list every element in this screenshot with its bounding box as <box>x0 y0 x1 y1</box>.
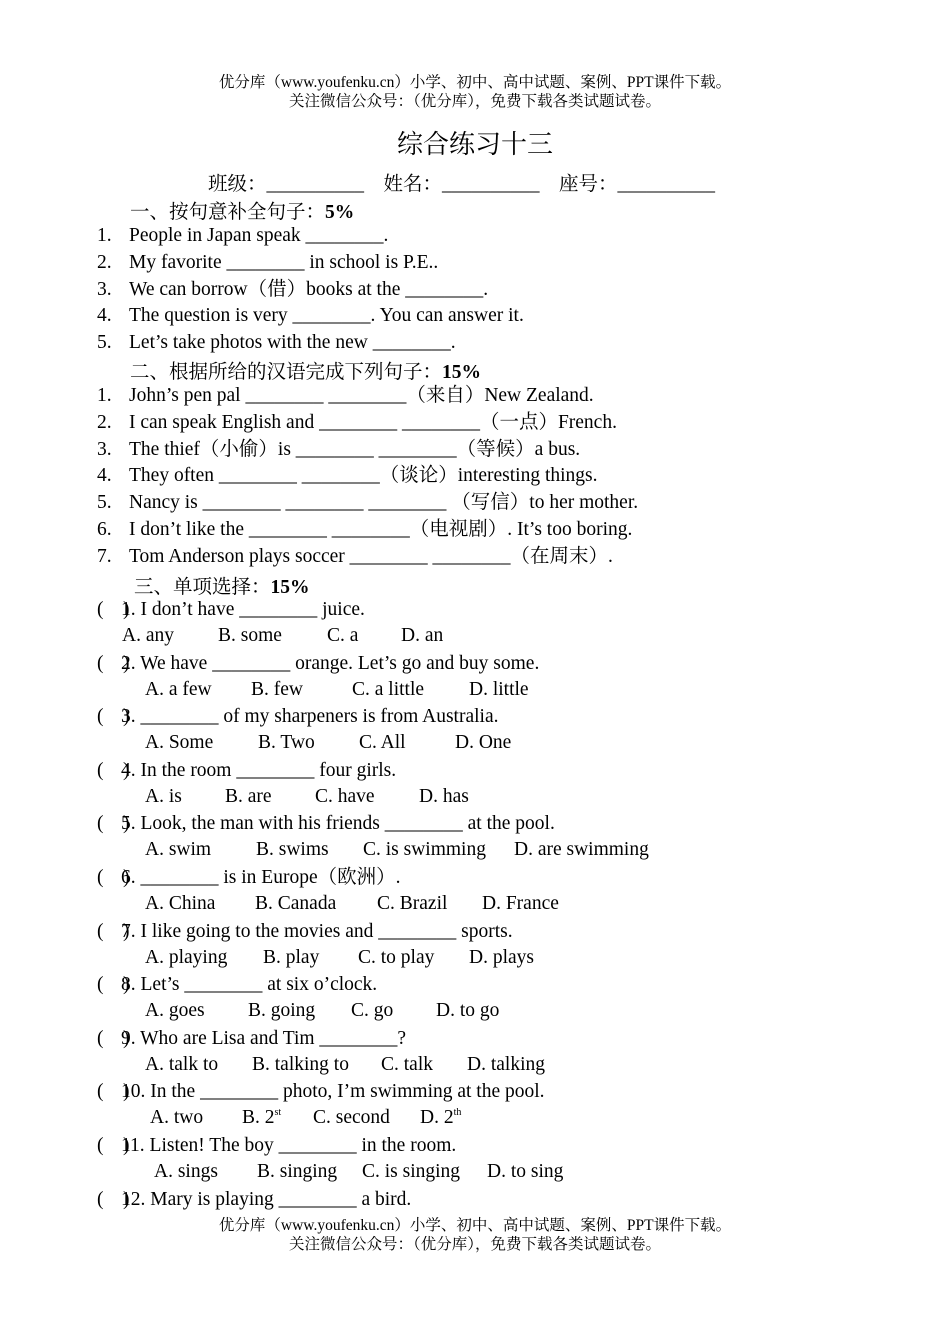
option-c[interactable] <box>358 947 434 969</box>
option-a[interactable] <box>145 893 215 915</box>
option-text: D. has <box>419 785 469 807</box>
option-text: C. talk <box>381 1053 433 1075</box>
item-number: 5. <box>97 492 112 514</box>
item-number: 7. <box>97 545 112 567</box>
option-c[interactable] <box>351 1000 393 1022</box>
option-b[interactable] <box>251 679 303 701</box>
option-a[interactable] <box>145 839 211 861</box>
choice-question <box>0 1027 950 1051</box>
options-row <box>0 786 950 810</box>
item-text: Nancy is ________ ________ ________ （写信）to her mother. <box>129 492 639 514</box>
answer-blank[interactable]: ( ) <box>97 759 130 781</box>
option-text: B. Two <box>258 732 315 754</box>
option-text: D. talking <box>467 1053 545 1075</box>
item-text: Tom Anderson plays soccer ________ ________（在周末）. <box>129 545 613 567</box>
option-c[interactable] <box>327 625 358 647</box>
option-text: B. play <box>263 946 320 968</box>
option-c[interactable] <box>315 786 375 808</box>
option-text: B. 2 <box>242 1107 275 1129</box>
option-text: A. is <box>145 785 182 807</box>
option-text: D. little <box>469 678 529 700</box>
option-text: A. playing <box>145 946 228 968</box>
question-text: 11. Listen! The boy ________ in the room. <box>121 1135 457 1156</box>
answer-blank[interactable]: ( ) <box>97 813 130 835</box>
option-text: C. have <box>315 785 375 807</box>
item-text: The thief（小偷）is ________ ________（等候）a bus. <box>129 438 581 460</box>
item-number: 1. <box>97 225 112 246</box>
question-text: 6. ________ is in Europe（欧洲）. <box>121 867 401 888</box>
option-d[interactable] <box>420 1107 461 1129</box>
item-text: John’s pen pal ________ ________（来自）New Zealand. <box>129 385 594 406</box>
option-text: B. swims <box>256 839 329 861</box>
option-text: A. goes <box>145 1000 205 1022</box>
options-row <box>0 947 950 971</box>
choice-question <box>0 920 950 944</box>
item-number: 4. <box>97 305 112 327</box>
item-text: My favorite ________ in school is P.E.. <box>129 251 439 273</box>
question-text: 4. In the room ________ four girls. <box>121 759 397 781</box>
option-a[interactable] <box>122 625 174 647</box>
class-label: 班级： <box>208 174 267 195</box>
translate-item <box>0 438 950 462</box>
question-text: 9. Who are Lisa and Tim ________? <box>121 1027 407 1049</box>
fill-item <box>0 278 950 302</box>
options-row <box>0 679 950 703</box>
option-a[interactable] <box>145 1000 205 1022</box>
question-text: 10. In the ________ photo, I’m swimming at the pool. <box>121 1081 545 1103</box>
option-a[interactable] <box>154 1161 218 1183</box>
option-d[interactable] <box>514 839 649 861</box>
option-a[interactable] <box>145 732 213 754</box>
choice-question <box>0 598 950 622</box>
translate-item <box>0 518 950 542</box>
option-text: B. some <box>218 625 282 646</box>
option-b[interactable] <box>256 839 329 861</box>
option-text: D. One <box>455 732 512 754</box>
option-text: C. second <box>313 1107 390 1129</box>
fill-item <box>0 304 950 328</box>
option-c[interactable] <box>352 679 424 701</box>
item-text: We can borrow（借）books at the ________. <box>129 278 489 300</box>
option-text: C. to play <box>358 946 435 968</box>
option-d[interactable] <box>467 1054 545 1076</box>
question-text: 2. We have ________ orange. Let’s go and buy some. <box>121 652 540 674</box>
choice-question <box>0 1080 950 1104</box>
translate-item <box>0 491 950 515</box>
option-a[interactable] <box>145 1054 218 1076</box>
option-d[interactable] <box>455 732 511 754</box>
option-superscript: th <box>453 1107 462 1119</box>
option-text: A. sings <box>154 1161 218 1182</box>
choice-question <box>0 1134 950 1158</box>
option-text: A. swim <box>145 839 212 861</box>
item-text: Let’s take photos with the new ________. <box>129 332 456 354</box>
choice-question <box>0 812 950 836</box>
question-text: 7. I like going to the movies and ________ sports. <box>121 920 513 942</box>
item-number: 2. <box>97 251 112 273</box>
question-text: 5. Look, the man with his friends ________ at the pool. <box>121 813 555 835</box>
translate-item <box>0 384 950 408</box>
option-c[interactable] <box>313 1107 390 1129</box>
choice-question <box>0 1188 950 1212</box>
option-d[interactable] <box>469 947 534 969</box>
option-text: C. a little <box>352 678 425 700</box>
option-b[interactable] <box>218 625 282 647</box>
translate-item <box>0 411 950 435</box>
answer-blank[interactable]: ( ) <box>97 599 130 620</box>
answer-blank[interactable]: ( ) <box>97 974 130 996</box>
item-text: They often ________ ________（谈论）interesting things. <box>129 465 598 487</box>
option-text: B. talking to <box>252 1053 349 1075</box>
answer-blank[interactable]: ( ) <box>97 1081 130 1103</box>
option-c[interactable] <box>359 732 406 754</box>
option-c[interactable] <box>363 839 486 861</box>
choice-question <box>0 652 950 676</box>
choice-question <box>0 705 950 729</box>
item-number: 5. <box>97 332 112 354</box>
options-row <box>0 1107 950 1131</box>
answer-blank[interactable]: ( ) <box>97 1188 130 1210</box>
option-text: B. going <box>248 1000 316 1022</box>
options-row <box>0 1054 950 1078</box>
option-text: D. are swimming <box>514 839 649 861</box>
option-text: A. talk to <box>145 1053 219 1075</box>
item-number: 4. <box>97 465 112 487</box>
option-text: C. a <box>327 625 359 646</box>
option-text: A. China <box>145 893 216 914</box>
option-text: C. go <box>351 1000 394 1022</box>
option-text: C. All <box>359 732 406 754</box>
answer-blank[interactable]: ( ) <box>97 867 130 888</box>
choice-question <box>0 759 950 783</box>
answer-blank[interactable]: ( ) <box>97 1135 130 1156</box>
seat-blank[interactable]: __________ <box>617 174 716 195</box>
option-text: A. a few <box>145 678 212 700</box>
option-text: C. Brazil <box>377 893 448 914</box>
answer-blank[interactable]: ( ) <box>97 652 130 674</box>
item-number: 2. <box>97 411 112 433</box>
option-d[interactable] <box>482 893 559 915</box>
option-text: C. is swimming <box>363 839 486 861</box>
name-blank[interactable]: __________ <box>442 174 540 195</box>
option-text: D. France <box>482 893 559 914</box>
option-a[interactable] <box>145 947 227 969</box>
answer-blank[interactable]: ( ) <box>97 1027 130 1049</box>
item-text: The question is very ________. You can answer it. <box>129 305 524 327</box>
option-d[interactable] <box>469 679 529 701</box>
option-text: C. is singing <box>362 1161 461 1182</box>
answer-blank[interactable]: ( ) <box>97 920 130 942</box>
item-text: I can speak English and ________ ________（一点）French. <box>129 411 617 433</box>
option-text: B. Canada <box>255 893 337 914</box>
option-b[interactable] <box>252 1054 349 1076</box>
option-text: A. two <box>150 1107 204 1129</box>
header-line-2: 关注微信公众号：（优分库），免费下载各类试题试卷。 <box>288 93 661 110</box>
options-row <box>0 839 950 863</box>
option-text: A. Some <box>145 732 214 754</box>
item-text: People in Japan speak ________. <box>129 225 389 246</box>
option-a[interactable] <box>150 1107 203 1129</box>
options-row <box>0 1161 950 1185</box>
option-d[interactable] <box>436 1000 499 1022</box>
item-number: 3. <box>97 278 112 300</box>
option-d[interactable] <box>401 625 443 647</box>
option-text: D. plays <box>469 946 534 968</box>
option-text: D. 2 <box>420 1107 454 1129</box>
fill-item <box>0 251 950 275</box>
option-b[interactable] <box>242 1107 281 1129</box>
item-text: I don’t like the ________ ________（电视剧）. It’s too boring. <box>129 519 633 540</box>
class-blank[interactable]: __________ <box>266 174 365 195</box>
options-row <box>0 625 950 649</box>
option-text: B. few <box>251 678 303 700</box>
fill-item <box>0 331 950 355</box>
translate-item <box>0 545 950 569</box>
section-1-heading: 一、按句意补全句子：5% <box>130 202 355 223</box>
header-line-1: 优分库（www.youfenku.cn）小学、初中、高中试题、案例、PPT课件下载。 <box>218 74 732 91</box>
seat-label: 座号： <box>559 174 618 195</box>
options-row <box>0 732 950 756</box>
section-3-heading: 三、单项选择：15% <box>134 577 310 598</box>
footer-line-2: 关注微信公众号：（优分库），免费下载各类试题试卷。 <box>288 1236 661 1253</box>
question-text: 1. I don’t have ________ juice. <box>121 599 365 620</box>
option-text: D. to sing <box>487 1161 564 1182</box>
fill-item <box>0 224 950 248</box>
translate-item <box>0 464 950 488</box>
name-label: 姓名： <box>383 174 443 195</box>
choice-question <box>0 866 950 890</box>
option-b[interactable] <box>257 1161 337 1183</box>
question-text: 8. Let’s ________ at six o’clock. <box>121 974 378 996</box>
question-text: 12. Mary is playing ________ a bird. <box>121 1188 412 1210</box>
option-superscript: st <box>274 1107 282 1119</box>
options-row <box>0 893 950 917</box>
question-text: 3. ________ of my sharpeners is from Australia. <box>121 706 499 728</box>
option-c[interactable] <box>377 893 447 915</box>
option-c[interactable] <box>362 1161 460 1183</box>
option-text: A. any <box>122 625 174 646</box>
options-row <box>0 1000 950 1024</box>
option-a[interactable] <box>145 679 212 701</box>
option-b[interactable] <box>225 786 272 808</box>
section-2-heading: 二、根据所给的汉语完成下列句子：15% <box>130 362 482 383</box>
item-number: 6. <box>97 519 112 540</box>
option-c[interactable] <box>381 1054 433 1076</box>
student-info-fields <box>208 168 715 196</box>
page-title: 综合练习十三 <box>396 130 553 159</box>
option-text: B. are <box>225 785 272 807</box>
item-number: 1. <box>97 385 112 406</box>
option-d[interactable] <box>487 1161 563 1183</box>
option-b[interactable] <box>255 893 336 915</box>
option-text: D. to go <box>436 1000 500 1022</box>
footer-line-1: 优分库（www.youfenku.cn）小学、初中、高中试题、案例、PPT课件下载。 <box>218 1217 732 1234</box>
option-text: B. singing <box>257 1161 338 1182</box>
option-d[interactable] <box>419 786 469 808</box>
item-number: 3. <box>97 438 112 460</box>
choice-question <box>0 973 950 997</box>
answer-blank[interactable]: ( ) <box>97 706 130 728</box>
option-text: D. an <box>401 625 444 646</box>
option-a[interactable] <box>145 786 182 808</box>
option-b[interactable] <box>258 732 315 754</box>
option-b[interactable] <box>263 947 319 969</box>
option-b[interactable] <box>248 1000 315 1022</box>
